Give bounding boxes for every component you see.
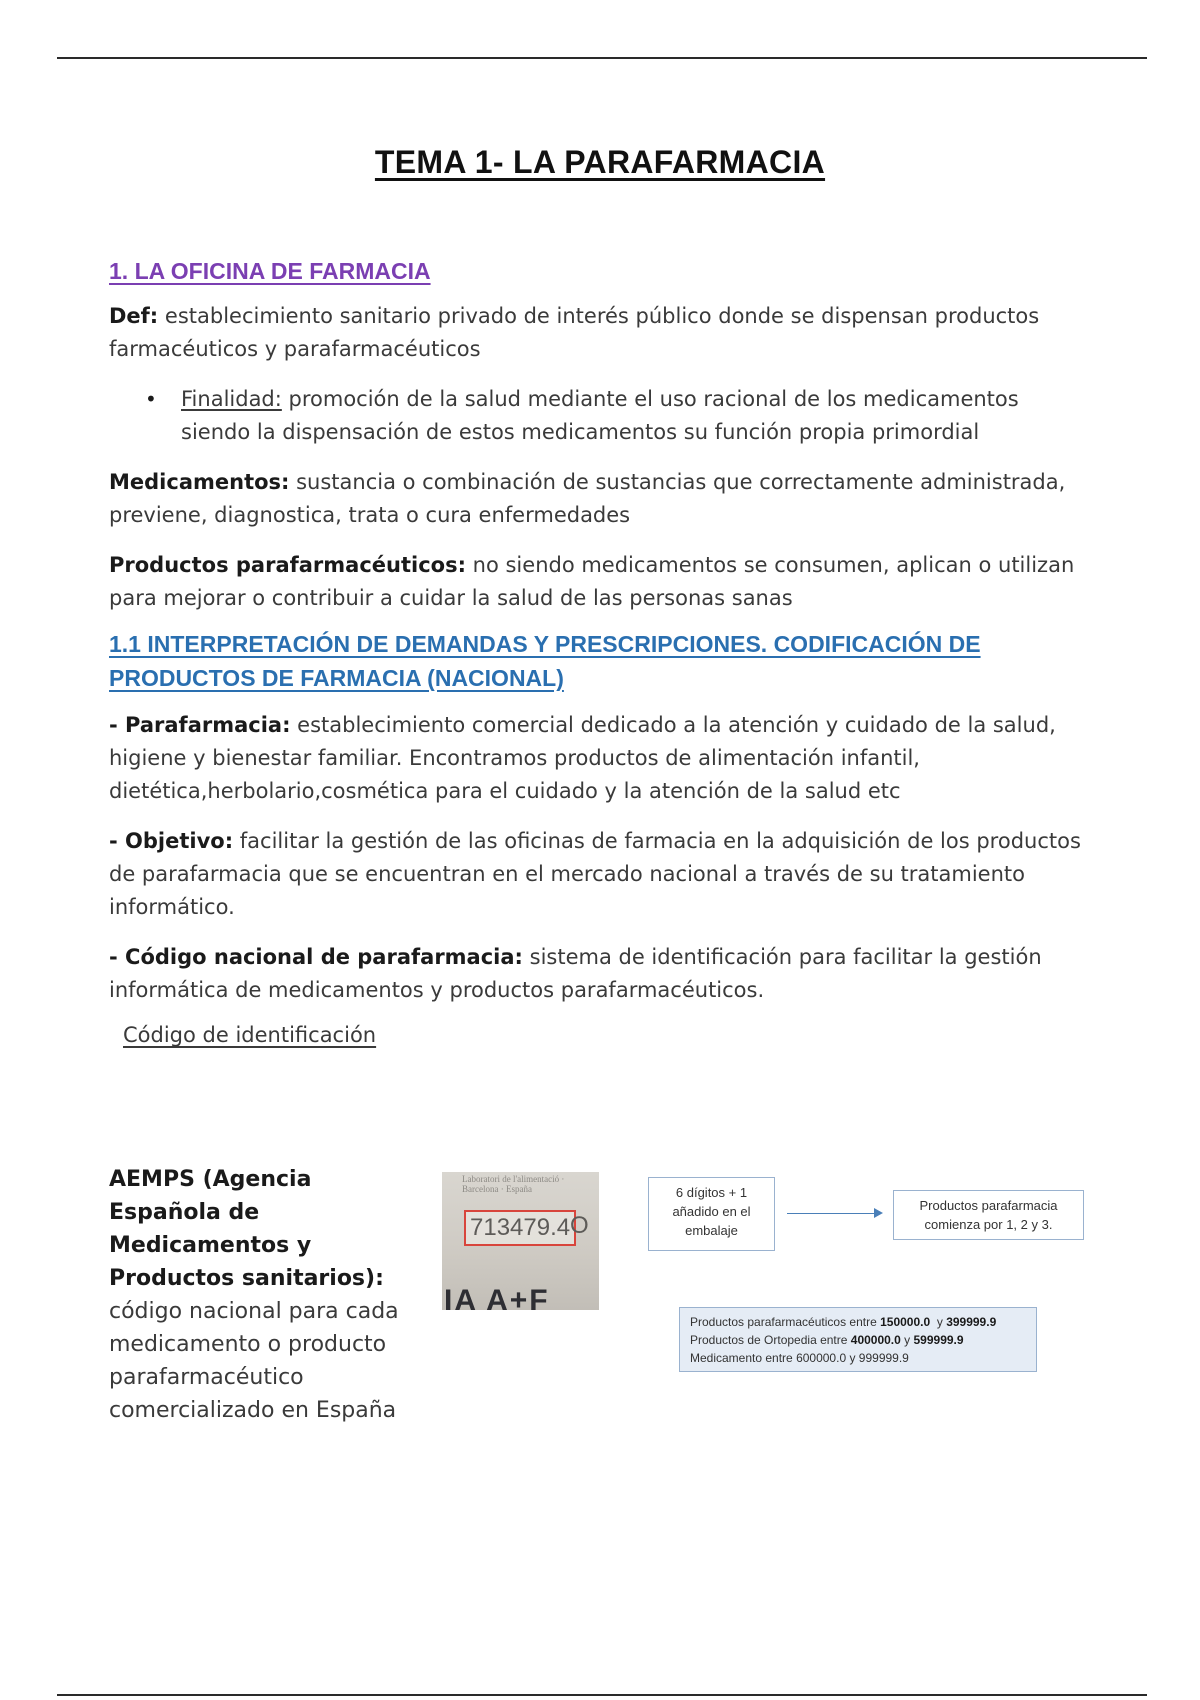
photo-logo-fragment: IA A+F xyxy=(444,1284,550,1310)
definition-paragraph xyxy=(109,300,1084,366)
code-tail-glyph: O xyxy=(570,1212,589,1239)
finalidad-text: promoción de la salud mediante el uso racional de los medicamentos siendo la dispensación de estos medicamentos su función propia primordial xyxy=(181,387,1019,444)
codigo-paragraph xyxy=(109,941,1084,1007)
objetivo-term: - Objetivo: xyxy=(109,829,234,853)
parafarmacia-paragraph xyxy=(109,709,1084,808)
codigo-subheading: Código de identificación xyxy=(123,1023,377,1047)
arrow-head-icon xyxy=(874,1208,883,1218)
aemps-title: AEMPS (Agencia Española de Medicamentos y Productos sanitarios): xyxy=(109,1167,384,1291)
definition-term: Def: xyxy=(109,304,159,328)
bullet-list xyxy=(109,383,1084,449)
digits-box: 6 dígitos + 1 añadido en el embalaje xyxy=(648,1177,775,1251)
medicamentos-text: sustancia o combinación de sustancias que correctamente administrada, previene, diagnostica, trata o cura enfermedades xyxy=(109,470,1066,527)
parafarmacia-text: establecimiento comercial dedicado a la atención y cuidado de la salud, higiene y bienestar familiar. Encontramos productos de alimentación infantil, dietética,herbolario,cosmética para el cuidado y la atención de la salud etc xyxy=(109,713,1056,803)
bottom-rule xyxy=(57,1694,1147,1696)
medicamentos-term: Medicamentos: xyxy=(109,470,290,494)
products-box: Productos parafarmacia comienza por 1, 2 y 3. xyxy=(893,1190,1084,1240)
medicamentos-paragraph xyxy=(109,466,1084,532)
range-row: Productos de Ortopedia entre 400000.0 y 599999.9 xyxy=(690,1333,964,1347)
top-rule xyxy=(57,57,1147,59)
aemps-text: código nacional para cada medicamento o producto parafarmacéutico comercializado en España xyxy=(109,1299,399,1423)
arrow-right-icon xyxy=(787,1213,877,1214)
document-body xyxy=(109,255,1084,1060)
finalidad-term: Finalidad: xyxy=(181,387,282,411)
section-heading-codificacion: 1.1 INTERPRETACIÓN DE DEMANDAS Y PRESCRIPCIONES. CODIFICACIÓN DE PRODUCTOS DE FARMACIA (NACIONAL) xyxy=(109,631,981,691)
productos-term: Productos parafarmacéuticos: xyxy=(109,553,466,577)
list-item xyxy=(145,383,1084,449)
product-code-photo xyxy=(442,1172,599,1310)
parafarmacia-term: - Parafarmacia: xyxy=(109,713,291,737)
codigo-text: sistema de identificación para facilitar la gestión informática de medicamentos y productos parafarmacéuticos. xyxy=(109,945,1042,1002)
objetivo-text: facilitar la gestión de las oficinas de farmacia en la adquisición de los productos de parafarmacia que se encuentran en el mercado nacional a través de su tratamiento informático. xyxy=(109,829,1081,919)
objetivo-paragraph xyxy=(109,825,1084,924)
productos-text: no siendo medicamentos se consumen, aplican o utilizan para mejorar o contribuir a cuidar la salud de las personas sanas xyxy=(109,553,1075,610)
bullet-icon: • xyxy=(145,387,157,411)
section-heading-oficina: 1. LA OFICINA DE FARMACIA xyxy=(109,258,431,284)
ranges-box xyxy=(679,1307,1037,1372)
page-title: TEMA 1- LA PARAFARMACIA xyxy=(374,144,826,180)
range-row: Productos parafarmacéuticos entre 150000.0 y 399999.9 xyxy=(690,1315,997,1329)
national-code-highlight: 713479.4 xyxy=(464,1210,576,1246)
aemps-block xyxy=(109,1163,424,1427)
photo-label-text: Laboratori de l'alimentació · Barcelona · España xyxy=(462,1174,565,1194)
definition-text: establecimiento sanitario privado de interés público donde se dispensan productos farmacéuticos y parafarmacéuticos xyxy=(109,304,1040,361)
code-diagram xyxy=(612,1160,1092,1380)
codigo-term: - Código nacional de parafarmacia: xyxy=(109,945,523,969)
productos-paragraph xyxy=(109,549,1084,615)
range-row: Medicamento entre 600000.0 y 999999.9 xyxy=(690,1351,909,1365)
